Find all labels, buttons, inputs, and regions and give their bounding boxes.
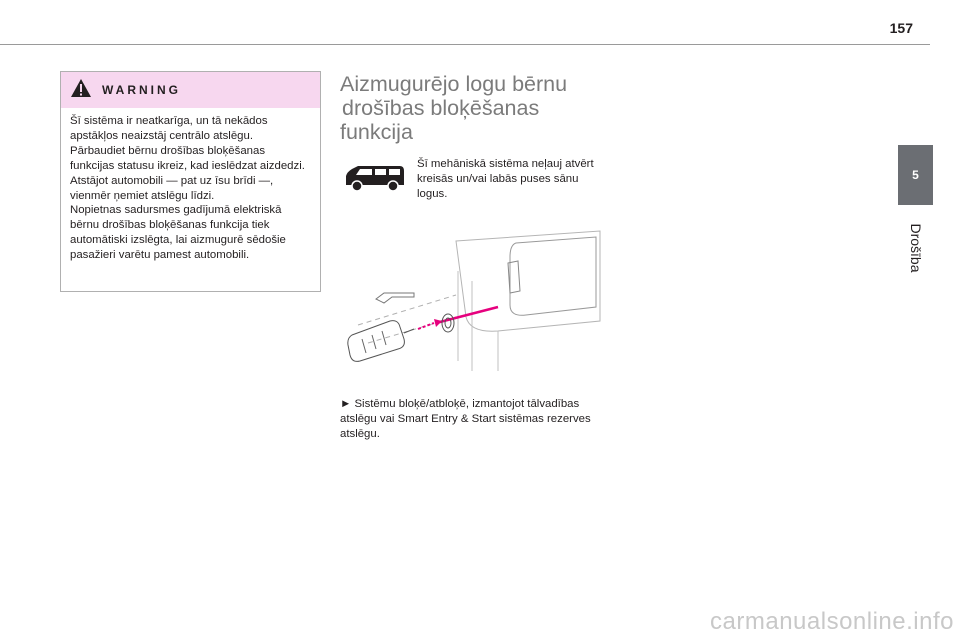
- section-title-line: Aizmugurējo logu bērnu: [340, 72, 568, 96]
- warning-line: Pārbaudiet bērnu drošības bloķēšanas funkcijas statusu ikreiz, kad ieslēdzat aizdedzi.: [70, 144, 305, 172]
- section-title-line: funkcija: [340, 120, 413, 144]
- van-icon: [342, 163, 408, 193]
- chapter-label: Drošība: [908, 223, 924, 273]
- section-title-line: drošības bloķēšanas: [342, 96, 540, 120]
- warning-line: Šī sistēma ir neatkarīga, un tā nekādos apstākļos neaizstāj centrālo atslēgu.: [70, 115, 268, 142]
- chapter-number: 5: [912, 168, 919, 182]
- watermark: carmanualsonline.info: [710, 608, 954, 635]
- chapter-tab: [898, 145, 933, 205]
- warning-header: [61, 72, 320, 108]
- warning-triangle-icon: [70, 78, 92, 103]
- page-number: 157: [889, 20, 913, 36]
- warning-line: Atstājot automobili — pat uz īsu brīdi —, vienmēr ņemiet atslēgu līdzi.: [70, 174, 274, 202]
- warning-body: [61, 108, 320, 263]
- intro-text: Šī mehāniskā sistēma neļauj atvērt kreisās un/vai labās puses sānu logus.: [417, 158, 594, 200]
- top-rule: [0, 44, 930, 45]
- instruction-text: ► Sistēmu bloķē/atbloķē, izmantojot tālvadības atslēgu vai Smart Entry & Start sistēmas rezerves atslēgu.: [340, 398, 591, 440]
- warning-box: [60, 71, 321, 292]
- warning-title: WARNING: [102, 83, 181, 97]
- key-lock-illustration: [338, 221, 602, 387]
- warning-line: Nopietnas sadursmes gadījumā elektriskā bērnu drošības bloķēšanas funkcija tiek automātiski izslēgta, lai aizmugurē sēdošie pasažieri varētu pamest automobili.: [70, 204, 286, 262]
- section-title: [340, 72, 620, 144]
